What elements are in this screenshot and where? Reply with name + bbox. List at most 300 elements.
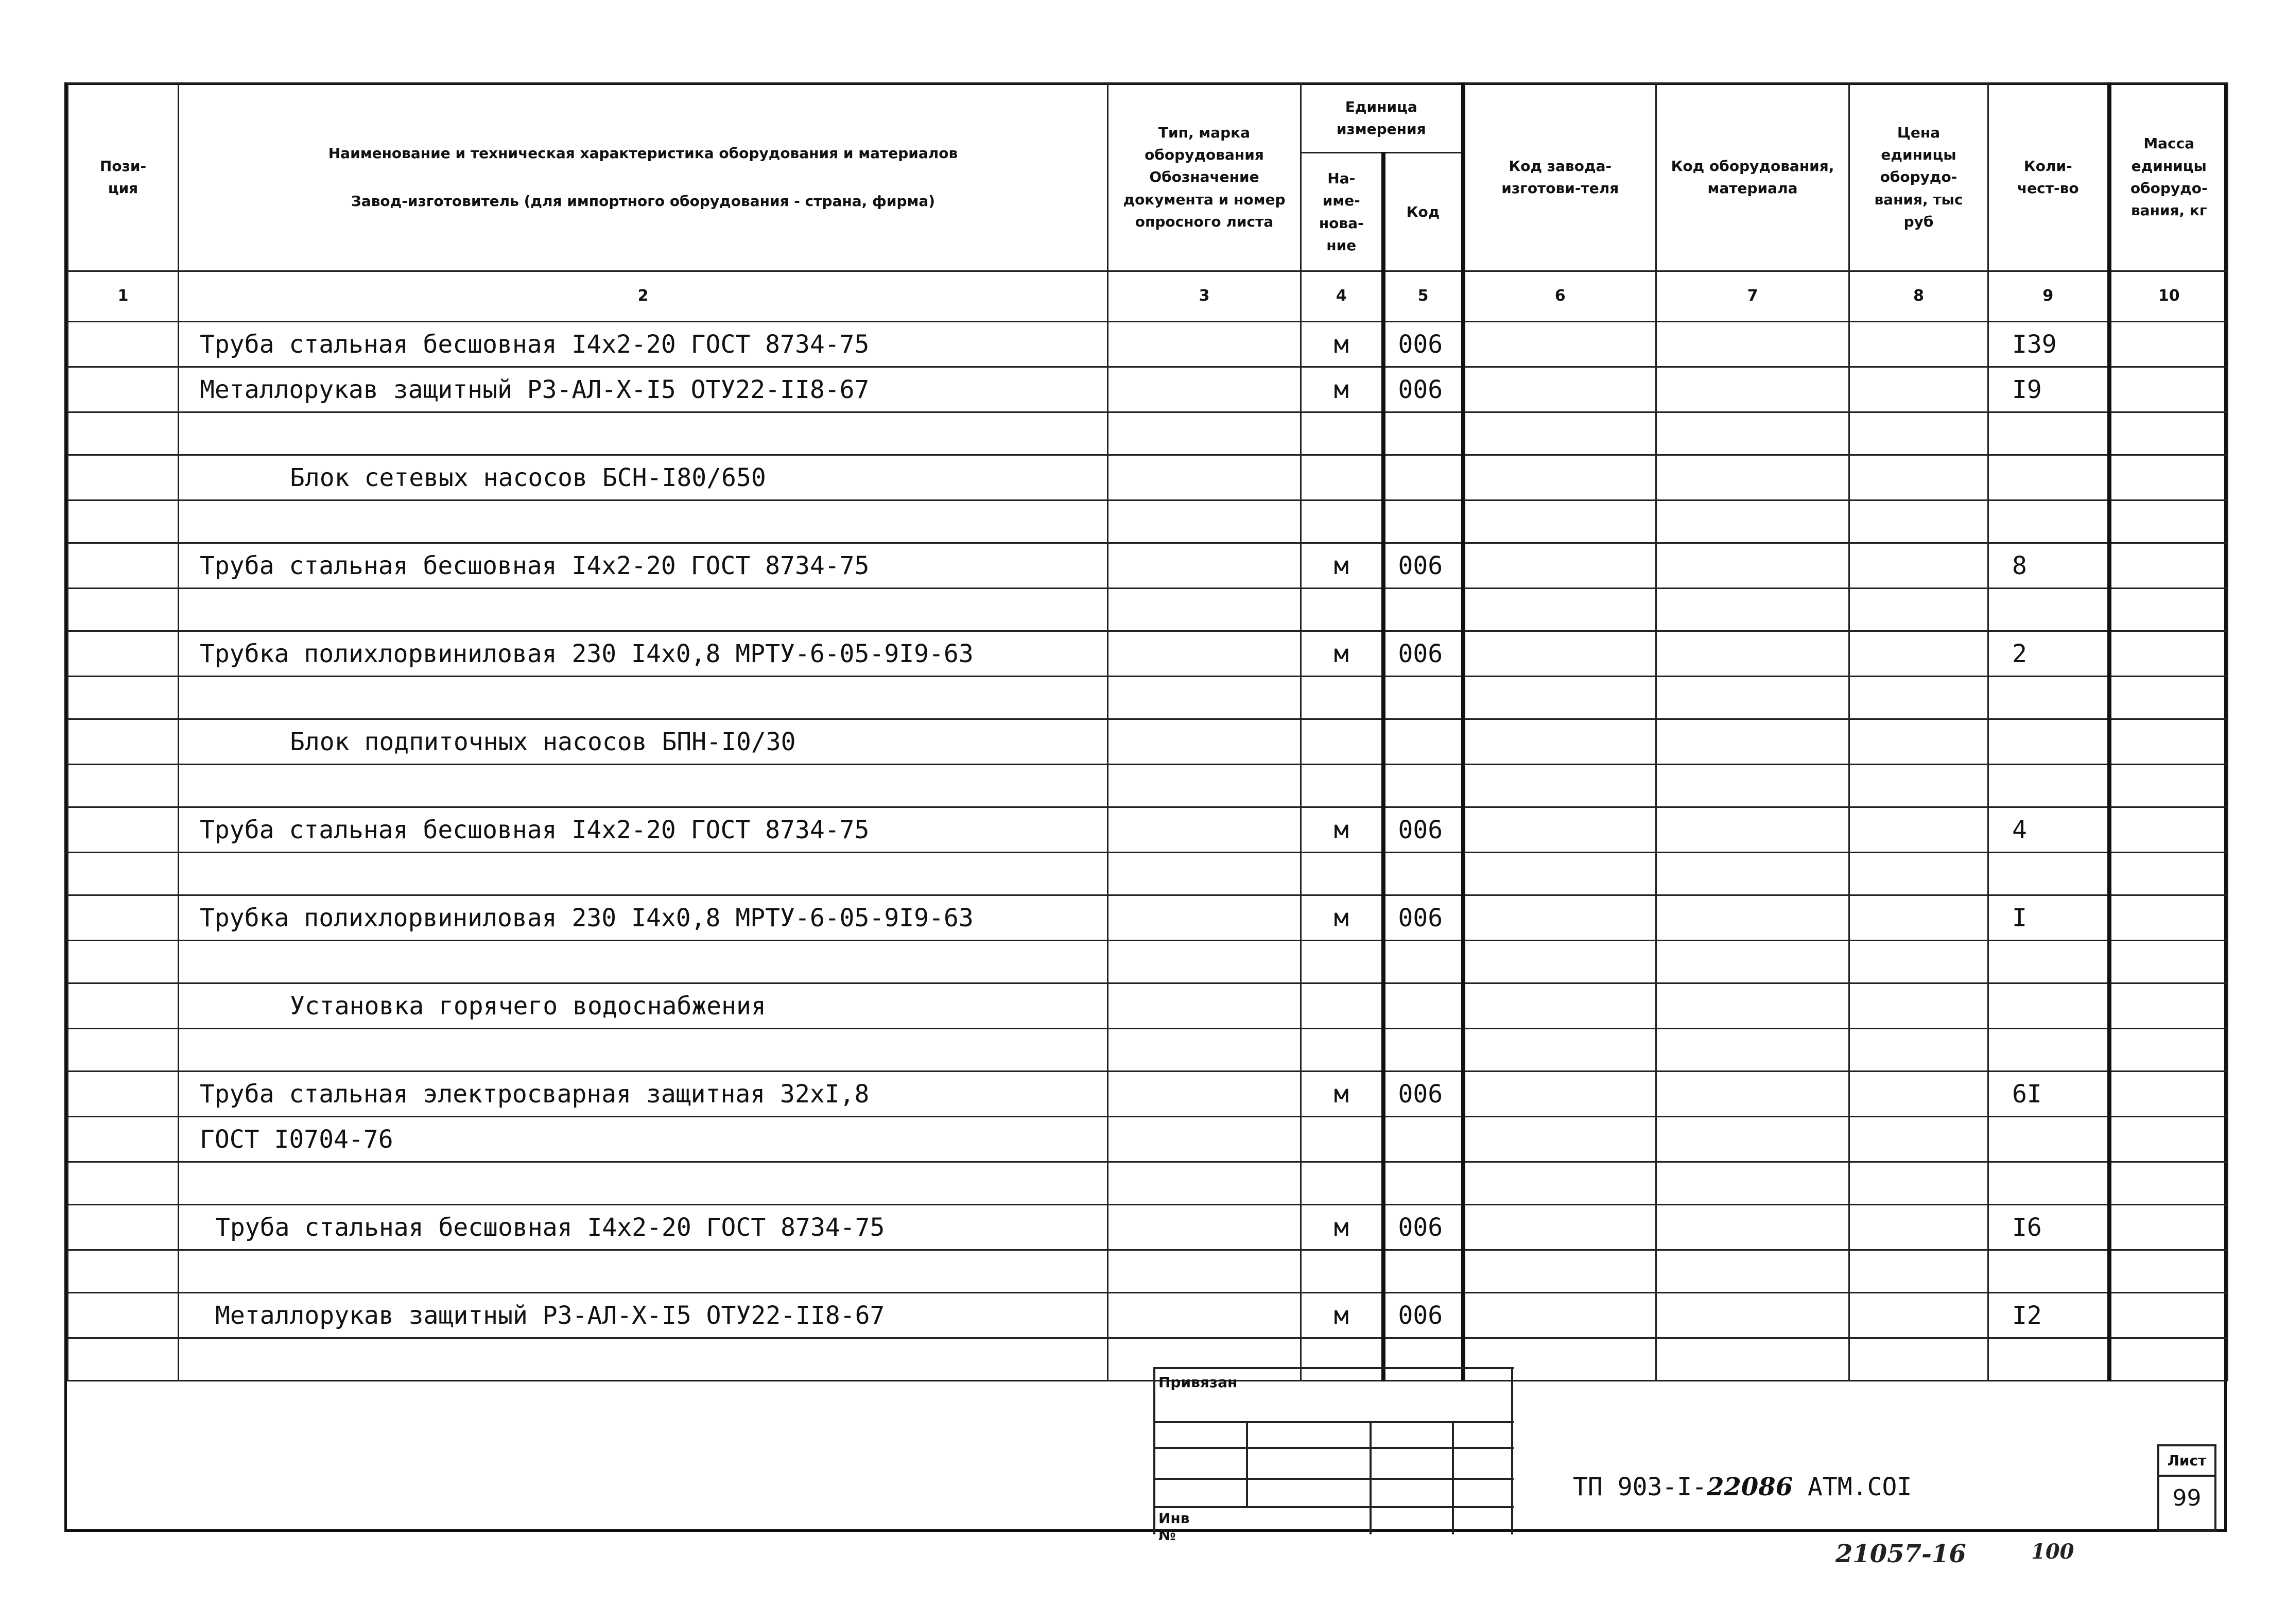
- cell-factory-code: [1463, 853, 1656, 895]
- cell-equipment-code: [1656, 983, 1849, 1029]
- cell-name: Установка горячего водоснабжения: [179, 983, 1108, 1029]
- cell-price: [1849, 322, 1988, 367]
- cell-name: [179, 1162, 1108, 1205]
- cell-name: [179, 412, 1108, 455]
- cell-quantity: I6: [1988, 1205, 2109, 1250]
- cell-position: [68, 322, 179, 367]
- cell-equipment-code: [1656, 853, 1849, 895]
- cell-type: [1108, 1029, 1301, 1072]
- cell-name: [179, 1250, 1108, 1293]
- cell-equipment-code: [1656, 631, 1849, 677]
- cell-unit-name: [1301, 941, 1383, 983]
- cell-factory-code: [1463, 1072, 1656, 1117]
- table-row: [68, 631, 2228, 677]
- cell-name: Трубка полихлорвиниловая 230 I4x0,8 МРТУ-6-05-9I9-63: [179, 631, 1108, 677]
- cell-equipment-code: [1656, 412, 1849, 455]
- cell-factory-code: [1463, 500, 1656, 543]
- cell-unit-name: [1301, 1029, 1383, 1072]
- cell-mass: [2109, 807, 2228, 853]
- header-quantity: Коли-чест-во: [1988, 83, 2109, 271]
- cell-unit-name: [1301, 500, 1383, 543]
- cell-name: Трубка полихлорвиниловая 230 I4x0,8 МРТУ-6-05-9I9-63: [179, 895, 1108, 941]
- cell-price: [1849, 765, 1988, 807]
- cell-unit-name: [1301, 589, 1383, 631]
- cell-type: [1108, 322, 1301, 367]
- cell-unit-name: м: [1301, 807, 1383, 853]
- cell-position: [68, 1293, 179, 1338]
- table-row: [68, 941, 2228, 983]
- cell-equipment-code: [1656, 1205, 1849, 1250]
- cell-equipment-code: [1656, 1029, 1849, 1072]
- cell-unit-name: [1301, 853, 1383, 895]
- cell-equipment-code: [1656, 677, 1849, 719]
- cell-position: [68, 412, 179, 455]
- header-type: Тип, марка оборудования Обозначение документа и номер опросного листа: [1108, 83, 1301, 271]
- cell-unit-name: [1301, 765, 1383, 807]
- cell-unit-name: [1301, 983, 1383, 1029]
- cell-position: [68, 455, 179, 500]
- header-name-line1: Наименование и техническая характеристика оборудования и материалов: [328, 144, 958, 162]
- cell-position: [68, 1338, 179, 1381]
- cell-unit-code: [1383, 1338, 1463, 1381]
- cell-price: [1849, 677, 1988, 719]
- cell-name: Металлорукав защитный РЗ-АЛ-Х-I5 ОТУ22-II8-67: [179, 367, 1108, 412]
- cell-factory-code: [1463, 1117, 1656, 1162]
- cell-equipment-code: [1656, 589, 1849, 631]
- cell-unit-code: 006: [1383, 1293, 1463, 1338]
- cell-unit-code: [1383, 853, 1463, 895]
- cell-equipment-code: [1656, 807, 1849, 853]
- table-row: [68, 322, 2228, 367]
- cell-mass: [2109, 1338, 2228, 1381]
- cell-factory-code: [1463, 1162, 1656, 1205]
- cell-price: [1849, 500, 1988, 543]
- cell-name: [179, 500, 1108, 543]
- column-number: 9: [1988, 271, 2109, 322]
- cell-unit-code: [1383, 500, 1463, 543]
- cell-unit-name: м: [1301, 631, 1383, 677]
- table-row: [68, 1072, 2228, 1117]
- cell-factory-code: [1463, 895, 1656, 941]
- cell-factory-code: [1463, 941, 1656, 983]
- cell-unit-code: [1383, 983, 1463, 1029]
- cell-quantity: [1988, 719, 2109, 765]
- cell-price: [1849, 1205, 1988, 1250]
- cell-unit-code: 006: [1383, 631, 1463, 677]
- cell-type: [1108, 412, 1301, 455]
- cell-type: [1108, 1250, 1301, 1293]
- cell-unit-code: 006: [1383, 367, 1463, 412]
- cell-unit-code: [1383, 941, 1463, 983]
- cell-quantity: [1988, 589, 2109, 631]
- cell-unit-name: [1301, 719, 1383, 765]
- column-number-row: [68, 271, 2228, 322]
- header-price: Цена единицы оборудо-вания, тыс руб: [1849, 83, 1988, 271]
- sheet-number-box: [2157, 1444, 2216, 1532]
- cell-mass: [2109, 765, 2228, 807]
- cell-name: Труба стальная бесшовная I4x2-20 ГОСТ 8734-75: [179, 807, 1108, 853]
- cell-mass: [2109, 543, 2228, 589]
- cell-factory-code: [1463, 322, 1656, 367]
- page-mark: 100: [2031, 1540, 2074, 1564]
- cell-position: [68, 543, 179, 589]
- cell-unit-name: м: [1301, 543, 1383, 589]
- cell-name: [179, 1029, 1108, 1072]
- cell-name: Труба стальная бесшовная I4x2-20 ГОСТ 8734-75: [179, 322, 1108, 367]
- table-row: [68, 719, 2228, 765]
- cell-unit-name: м: [1301, 1072, 1383, 1117]
- cell-position: [68, 807, 179, 853]
- cell-mass: [2109, 322, 2228, 367]
- cell-unit-name: м: [1301, 895, 1383, 941]
- cell-factory-code: [1463, 1293, 1656, 1338]
- cell-mass: [2109, 631, 2228, 677]
- cell-name: Труба стальная бесшовная I4x2-20 ГОСТ 8734-75: [179, 1205, 1108, 1250]
- column-number: 7: [1656, 271, 1849, 322]
- cell-quantity: [1988, 853, 2109, 895]
- specification-table: [67, 82, 2228, 1381]
- cell-price: [1849, 983, 1988, 1029]
- table-row: [68, 895, 2228, 941]
- cell-mass: [2109, 500, 2228, 543]
- cell-unit-code: 006: [1383, 1072, 1463, 1117]
- cell-mass: [2109, 1072, 2228, 1117]
- cell-mass: [2109, 1293, 2228, 1338]
- cell-factory-code: [1463, 1338, 1656, 1381]
- cell-type: [1108, 941, 1301, 983]
- table-row: [68, 765, 2228, 807]
- cell-type: [1108, 807, 1301, 853]
- cell-quantity: 4: [1988, 807, 2109, 853]
- cell-mass: [2109, 1029, 2228, 1072]
- cell-equipment-code: [1656, 895, 1849, 941]
- cell-price: [1849, 719, 1988, 765]
- cell-quantity: [1988, 1250, 2109, 1293]
- cell-unit-name: [1301, 1162, 1383, 1205]
- cell-price: [1849, 941, 1988, 983]
- cell-mass: [2109, 983, 2228, 1029]
- sheet-number: 99: [2172, 1485, 2202, 1511]
- document-code: [1573, 1473, 1912, 1501]
- header-unit-code: Код: [1383, 153, 1463, 271]
- cell-unit-name: [1301, 1338, 1383, 1381]
- cell-equipment-code: [1656, 1117, 1849, 1162]
- cell-price: [1849, 455, 1988, 500]
- cell-factory-code: [1463, 631, 1656, 677]
- cell-type: [1108, 1117, 1301, 1162]
- cell-quantity: I2: [1988, 1293, 2109, 1338]
- table-row: [68, 543, 2228, 589]
- cell-price: [1849, 543, 1988, 589]
- cell-unit-name: [1301, 677, 1383, 719]
- cell-quantity: [1988, 1338, 2109, 1381]
- cell-position: [68, 941, 179, 983]
- cell-unit-code: 006: [1383, 322, 1463, 367]
- cell-type: [1108, 543, 1301, 589]
- cell-type: [1108, 1162, 1301, 1205]
- cell-price: [1849, 1072, 1988, 1117]
- cell-price: [1849, 807, 1988, 853]
- cell-type: [1108, 853, 1301, 895]
- cell-type: [1108, 1072, 1301, 1117]
- cell-factory-code: [1463, 412, 1656, 455]
- cell-mass: [2109, 895, 2228, 941]
- header-equipment-code: Код оборудования, материала: [1656, 83, 1849, 271]
- cell-mass: [2109, 941, 2228, 983]
- cell-mass: [2109, 1162, 2228, 1205]
- cell-type: [1108, 631, 1301, 677]
- table-row: [68, 677, 2228, 719]
- cell-price: [1849, 367, 1988, 412]
- cell-unit-code: [1383, 719, 1463, 765]
- cell-unit-code: [1383, 677, 1463, 719]
- cell-position: [68, 1072, 179, 1117]
- cell-factory-code: [1463, 765, 1656, 807]
- cell-name: ГОСТ I0704-76: [179, 1117, 1108, 1162]
- table-row: [68, 1205, 2228, 1250]
- cell-factory-code: [1463, 543, 1656, 589]
- cell-price: [1849, 1293, 1988, 1338]
- cell-type: [1108, 983, 1301, 1029]
- cell-position: [68, 1250, 179, 1293]
- table-row: [68, 1293, 2228, 1338]
- cell-price: [1849, 1117, 1988, 1162]
- document-code-prefix: ТП 903-I-: [1573, 1473, 1707, 1501]
- cell-type: [1108, 500, 1301, 543]
- order-number: 21057-16: [1835, 1540, 1966, 1568]
- cell-mass: [2109, 719, 2228, 765]
- cell-unit-name: [1301, 1250, 1383, 1293]
- column-number: 6: [1463, 271, 1656, 322]
- header-unit: Единица измерения: [1301, 83, 1463, 153]
- cell-unit-code: 006: [1383, 807, 1463, 853]
- cell-equipment-code: [1656, 719, 1849, 765]
- cell-unit-name: [1301, 1117, 1383, 1162]
- cell-mass: [2109, 1250, 2228, 1293]
- cell-unit-name: м: [1301, 1205, 1383, 1250]
- cell-equipment-code: [1656, 1293, 1849, 1338]
- cell-unit-code: 006: [1383, 1205, 1463, 1250]
- cell-equipment-code: [1656, 765, 1849, 807]
- column-number: 4: [1301, 271, 1383, 322]
- cell-equipment-code: [1656, 1338, 1849, 1381]
- cell-mass: [2109, 367, 2228, 412]
- table-row: [68, 500, 2228, 543]
- cell-unit-code: [1383, 1162, 1463, 1205]
- cell-price: [1849, 412, 1988, 455]
- cell-factory-code: [1463, 677, 1656, 719]
- header-unit-name: На-име-нова-ние: [1301, 153, 1383, 271]
- cell-type: [1108, 719, 1301, 765]
- cell-unit-code: [1383, 1250, 1463, 1293]
- column-number: 8: [1849, 271, 1988, 322]
- cell-unit-code: [1383, 1117, 1463, 1162]
- cell-position: [68, 367, 179, 412]
- cell-quantity: [1988, 677, 2109, 719]
- cell-mass: [2109, 455, 2228, 500]
- cell-price: [1849, 895, 1988, 941]
- cell-position: [68, 631, 179, 677]
- table-row: [68, 455, 2228, 500]
- cell-type: [1108, 589, 1301, 631]
- cell-quantity: [1988, 1117, 2109, 1162]
- cell-unit-name: м: [1301, 1293, 1383, 1338]
- table-row: [68, 1117, 2228, 1162]
- table-body: [68, 322, 2228, 1381]
- cell-type: [1108, 765, 1301, 807]
- cell-factory-code: [1463, 983, 1656, 1029]
- inventory-label: Инв №: [1158, 1510, 1190, 1544]
- cell-position: [68, 853, 179, 895]
- cell-unit-code: [1383, 1029, 1463, 1072]
- cell-position: [68, 765, 179, 807]
- cell-position: [68, 1205, 179, 1250]
- cell-price: [1849, 1338, 1988, 1381]
- column-number: 2: [179, 271, 1108, 322]
- cell-equipment-code: [1656, 455, 1849, 500]
- cell-quantity: [1988, 1162, 2109, 1205]
- cell-factory-code: [1463, 1250, 1656, 1293]
- cell-unit-name: [1301, 455, 1383, 500]
- cell-unit-code: [1383, 455, 1463, 500]
- cell-price: [1849, 589, 1988, 631]
- cell-quantity: I9: [1988, 367, 2109, 412]
- cell-quantity: [1988, 455, 2109, 500]
- cell-unit-name: м: [1301, 322, 1383, 367]
- cell-position: [68, 589, 179, 631]
- cell-factory-code: [1463, 589, 1656, 631]
- cell-position: [68, 719, 179, 765]
- cell-type: [1108, 455, 1301, 500]
- column-number: 3: [1108, 271, 1301, 322]
- cell-equipment-code: [1656, 322, 1849, 367]
- cell-mass: [2109, 1205, 2228, 1250]
- column-number: 1: [68, 271, 179, 322]
- cell-mass: [2109, 677, 2228, 719]
- cell-type: [1108, 1293, 1301, 1338]
- cell-quantity: 6I: [1988, 1072, 2109, 1117]
- cell-position: [68, 677, 179, 719]
- cell-quantity: 8: [1988, 543, 2109, 589]
- cell-quantity: [1988, 500, 2109, 543]
- cell-name: Блок сетевых насосов БСН-I80/650: [179, 455, 1108, 500]
- table-row: [68, 807, 2228, 853]
- cell-quantity: [1988, 941, 2109, 983]
- cell-quantity: [1988, 765, 2109, 807]
- cell-position: [68, 895, 179, 941]
- cell-mass: [2109, 589, 2228, 631]
- header-name: [179, 83, 1108, 271]
- cell-name: Блок подпиточных насосов БПН-I0/30: [179, 719, 1108, 765]
- cell-price: [1849, 631, 1988, 677]
- cell-factory-code: [1463, 455, 1656, 500]
- cell-name: [179, 853, 1108, 895]
- cell-type: [1108, 677, 1301, 719]
- cell-factory-code: [1463, 1205, 1656, 1250]
- cell-type: [1108, 1205, 1301, 1250]
- cell-unit-code: [1383, 589, 1463, 631]
- cell-factory-code: [1463, 807, 1656, 853]
- sheet-label: Лист: [2159, 1446, 2214, 1477]
- cell-equipment-code: [1656, 367, 1849, 412]
- table-row: [68, 589, 2228, 631]
- table-row: [68, 1029, 2228, 1072]
- cell-equipment-code: [1656, 941, 1849, 983]
- cell-mass: [2109, 412, 2228, 455]
- cell-position: [68, 1117, 179, 1162]
- cell-quantity: I39: [1988, 322, 2109, 367]
- cell-position: [68, 500, 179, 543]
- cell-price: [1849, 1250, 1988, 1293]
- cell-equipment-code: [1656, 1072, 1849, 1117]
- cell-quantity: I: [1988, 895, 2109, 941]
- cell-name: [179, 1338, 1108, 1381]
- table-row: [68, 983, 2228, 1029]
- cell-name: Металлорукав защитный РЗ-АЛ-Х-I5 ОТУ22-II8-67: [179, 1293, 1108, 1338]
- cell-unit-name: [1301, 412, 1383, 455]
- cell-type: [1108, 367, 1301, 412]
- cell-factory-code: [1463, 719, 1656, 765]
- cell-price: [1849, 1029, 1988, 1072]
- cell-position: [68, 983, 179, 1029]
- cell-unit-code: [1383, 412, 1463, 455]
- cell-price: [1849, 853, 1988, 895]
- cell-unit-name: м: [1301, 367, 1383, 412]
- cell-position: [68, 1029, 179, 1072]
- cell-equipment-code: [1656, 1250, 1849, 1293]
- cell-quantity: [1988, 1029, 2109, 1072]
- cell-quantity: [1988, 983, 2109, 1029]
- cell-equipment-code: [1656, 543, 1849, 589]
- cell-unit-code: 006: [1383, 895, 1463, 941]
- cell-unit-code: 006: [1383, 543, 1463, 589]
- cell-factory-code: [1463, 367, 1656, 412]
- cell-name: [179, 589, 1108, 631]
- header-mass: Масса единицы оборудо-вания, кг: [2109, 83, 2228, 271]
- header-factory-code: Код завода-изготови-теля: [1463, 83, 1656, 271]
- header-position: Пози- ция: [68, 83, 179, 271]
- table-row: [68, 1250, 2228, 1293]
- cell-mass: [2109, 1117, 2228, 1162]
- cell-name: [179, 677, 1108, 719]
- column-number: 5: [1383, 271, 1463, 322]
- cell-mass: [2109, 853, 2228, 895]
- cell-equipment-code: [1656, 500, 1849, 543]
- cell-name: Труба стальная электросварная защитная 32xI,8: [179, 1072, 1108, 1117]
- cell-unit-code: [1383, 765, 1463, 807]
- document-code-suffix: АТМ.СОI: [1793, 1473, 1912, 1501]
- table-row: [68, 853, 2228, 895]
- bound-label: Привязан: [1158, 1374, 1238, 1391]
- cell-name: [179, 765, 1108, 807]
- table-row: [68, 412, 2228, 455]
- cell-type: [1108, 895, 1301, 941]
- document-code-handwritten: 22086: [1707, 1473, 1793, 1501]
- cell-name: Труба стальная бесшовная I4x2-20 ГОСТ 8734-75: [179, 543, 1108, 589]
- table-row: [68, 367, 2228, 412]
- cell-price: [1849, 1162, 1988, 1205]
- table-row: [68, 1338, 2228, 1381]
- header-name-line2: Завод-изготовитель (для импортного оборудования - страна, фирма): [351, 193, 935, 210]
- column-number: 10: [2109, 271, 2228, 322]
- cell-equipment-code: [1656, 1162, 1849, 1205]
- cell-factory-code: [1463, 1029, 1656, 1072]
- cell-position: [68, 1162, 179, 1205]
- cell-quantity: 2: [1988, 631, 2109, 677]
- table-row: [68, 1162, 2228, 1205]
- cell-quantity: [1988, 412, 2109, 455]
- cell-name: [179, 941, 1108, 983]
